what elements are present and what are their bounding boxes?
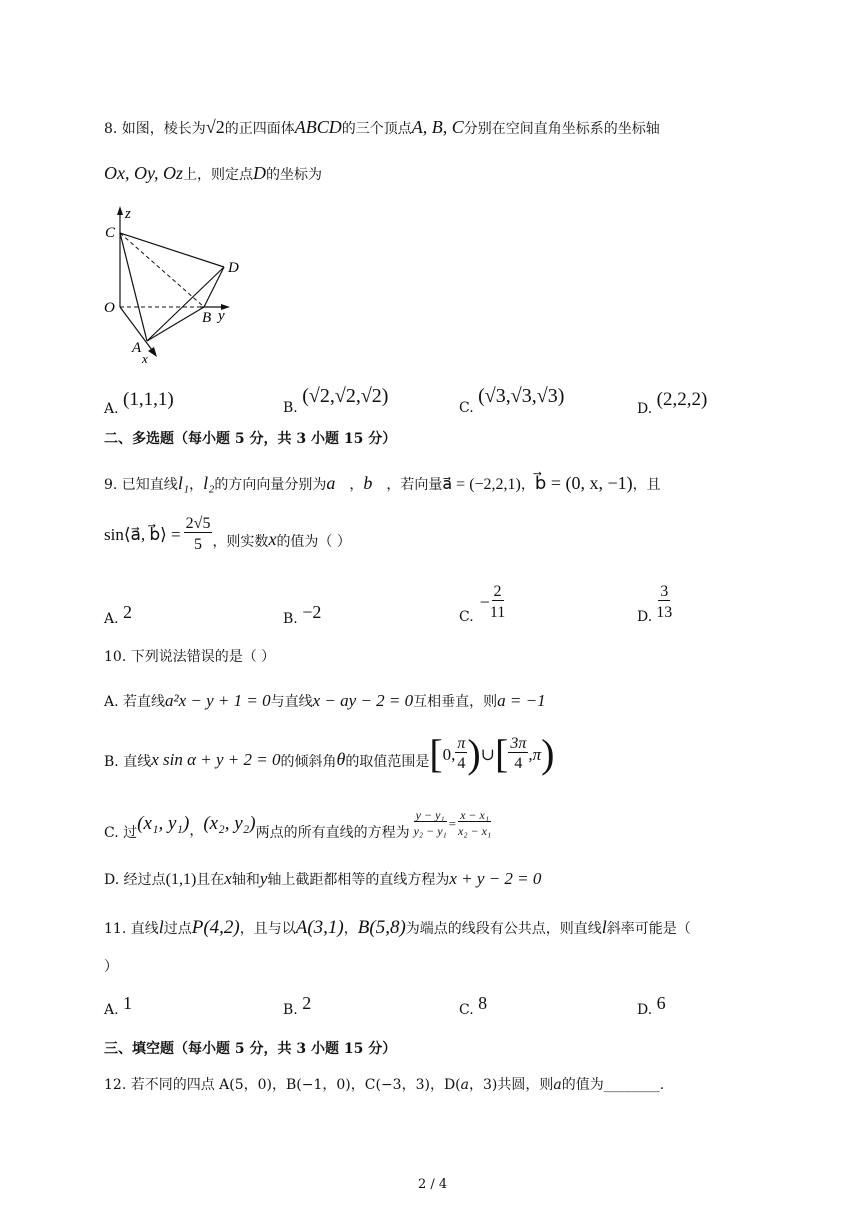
q10-c-comma: ， [189, 823, 204, 839]
q10-b-pi: ,π [528, 744, 542, 764]
label-b: B [202, 310, 212, 326]
section-2-heading: 二、多选题（每小题 5 分，共 3 小题 15 分） [104, 431, 397, 447]
q8-opt-a-label: A. [104, 401, 119, 417]
q10-d-label: D. 经过点 [104, 872, 166, 888]
q9-opt-d-den: 13 [656, 603, 673, 621]
q9-opt-d-frac [656, 584, 672, 621]
q11-opt-c-value: 8 [478, 993, 488, 1013]
q10-option-b [104, 731, 555, 776]
q8-option-b [283, 385, 389, 416]
q11-option-a [104, 993, 133, 1018]
q9-l1: l₁ [177, 473, 190, 493]
label-y: y [218, 308, 225, 324]
q9-sin-num: 2√5 [185, 515, 211, 532]
q11-line1 [104, 918, 691, 937]
q10-d-end: 轴上截距都相等的直线方程为 [267, 872, 450, 888]
q9-option-d [637, 580, 672, 624]
q11-option-c [459, 993, 488, 1018]
q10-option-d [104, 870, 541, 888]
q9-l2: l₂ [203, 473, 215, 493]
q9-opt-c-sign: − [479, 592, 490, 612]
q12-end: . [659, 1077, 665, 1093]
q9-a: 9. 已知直线 [104, 477, 178, 493]
q9-line2-suffix: ，则实数 [212, 533, 269, 550]
q8-suffix: 分别在空间直角坐标系的坐标轴 [463, 121, 660, 137]
q9-comma: ， [189, 477, 204, 493]
q11-opt-a-value: 1 [123, 993, 133, 1013]
q11-opt-a-label: A. [104, 1002, 119, 1018]
q10-a-label: A. 若直线 [104, 694, 166, 710]
q8-line1 [104, 118, 660, 136]
q10-b-label: B. 直线 [104, 754, 152, 770]
q11-l: l [158, 917, 164, 937]
q11-p: P(4,2) [191, 917, 240, 938]
q9-opt-d-label: D. [637, 609, 653, 625]
q10-b-end: 的取值范围是 [345, 754, 430, 770]
q10-b-3pi4-num: 3π [510, 735, 527, 752]
q8-abc: A, B, C [411, 117, 464, 137]
q10-a-end: 互相垂直，则 [413, 694, 498, 710]
q10-b-pi4-den: 4 [457, 755, 466, 772]
q11-opt-d-value: 6 [656, 993, 666, 1013]
q9-opt-c-frac [490, 584, 505, 621]
q11-c: ，且与以 [239, 921, 296, 937]
q10-d-eq: x + y − 2 = 0 [449, 869, 542, 888]
q10-c-p2: (x₂, y₂) [203, 812, 256, 834]
q9-opt-a-label: A. [104, 611, 119, 627]
q8-mid: 的正四面体 [224, 121, 295, 137]
q10-c-eq: = [448, 815, 457, 831]
q11-option-d [637, 993, 666, 1018]
q11-opt-b-value: 2 [302, 993, 312, 1013]
q10-c-p1: (x₁, y₁) [137, 812, 190, 834]
q9-line2 [104, 516, 351, 553]
q8-axes: Ox, Oy, Oz [104, 163, 183, 183]
q9-opt-b-value: −2 [302, 602, 322, 622]
q11-opt-b-label: B. [283, 1002, 298, 1018]
q9-opt-c-num: 2 [493, 582, 502, 600]
q12-var-a2: a [553, 1077, 562, 1093]
q10-c-lnum: y − y₁ [415, 808, 445, 822]
q9-opt-b-label: B. [283, 611, 298, 627]
q12-b: ，3)共圆，则 [469, 1077, 554, 1093]
q9-sin-frac [184, 516, 213, 553]
q11-b: 过点 [163, 921, 192, 937]
q9-b: 的方向向量分别为 [214, 477, 327, 493]
q10-b-3pi4 [508, 736, 528, 772]
q8-sqrt2: √2 [205, 117, 225, 137]
q8-line2-suffix: 的坐标为 [266, 167, 322, 183]
q11-option-b [283, 993, 312, 1018]
q9-option-c [459, 580, 505, 624]
q10-a-eq2: x − ay − 2 = 0 [312, 691, 414, 710]
q10-d-x: x [224, 869, 232, 888]
q11-line2: ） [104, 959, 118, 975]
q10-b-pi4-num: π [457, 735, 466, 752]
q10-d-mid: 且在 [196, 872, 225, 888]
q12-a: 12. 若不同的四点 A(5，0)，B(−1，0)，C(−3，3)，D( [104, 1077, 461, 1093]
q10-b-pi4 [455, 736, 467, 772]
q8-mid2: 的三个顶点 [341, 121, 412, 137]
q10-b-mid: 的倾斜角 [280, 754, 337, 770]
q12-var-a: a [460, 1077, 469, 1093]
q9-a-eq: a⃗ = (−2,2,1) [442, 476, 521, 493]
q10-option-a [104, 692, 546, 709]
q10-c-label: C. 过 [104, 825, 138, 841]
q9-opt-d-num: 3 [660, 582, 669, 600]
section-3-heading: 三、填空题（每小题 5 分，共 3 小题 15 分） [104, 1041, 397, 1057]
q10-b-range-a: 0, [442, 744, 456, 764]
q9-c: ，若向量 [386, 477, 443, 493]
label-a: A [132, 340, 142, 356]
page-number: 2 / 4 [418, 1177, 448, 1192]
q11-l2: l [601, 917, 607, 937]
q8-opt-b-value: (√2,√2,√2) [302, 385, 389, 407]
q9-line2-end: 的值为（ ） [276, 533, 351, 550]
q10-b-range: [ 0, $\frac{\pi}{4}$ ) ∪ [ $\frac{3\pi}{4}$ ,π ) [429, 731, 555, 776]
q10-a-eq1: a²x − y + 1 = 0 [165, 691, 271, 710]
q11-opt-d-label: D. [637, 1002, 653, 1018]
q9-sin-lhs: sin⟨a⃗, b⃗⟩ = [104, 525, 181, 544]
q9-opt-a-value: 2 [123, 602, 133, 622]
q8-opt-a-value: (1,1,1) [123, 389, 174, 410]
q8-option-d [637, 389, 708, 417]
q10-c-rden: x₂ − x₁ [458, 824, 492, 838]
q8-line2-mid: 上，则定点 [183, 167, 253, 183]
q10-b-theta: θ [336, 749, 346, 769]
tetrahedron-figure [100, 200, 260, 370]
q9-and: ，且 [632, 477, 661, 493]
q8-abcd: ABCD [294, 117, 342, 137]
q10-b-cup: ∪ [480, 744, 495, 764]
q10-stem: 10. 下列说法错误的是（ ） [104, 649, 276, 665]
q8-opt-c-label: C. [459, 400, 474, 416]
q8-opt-d-label: D. [637, 401, 653, 417]
q10-d-mid2: 轴和 [231, 872, 260, 888]
q8-option-a [104, 389, 174, 417]
q10-d-y: y [259, 869, 268, 888]
q10-c-rhs [458, 809, 491, 837]
q10-option-c [104, 806, 491, 840]
q11-a: 11. 直线 [104, 921, 159, 937]
q11-d: 为端点的线段有公共点，则直线 [405, 921, 602, 937]
q9-option-b [283, 602, 322, 627]
label-x: x [142, 351, 148, 366]
label-d: D [228, 260, 239, 276]
q9-sin-den: 5 [194, 536, 203, 553]
q8-opt-c-value: (√3,√3,√3) [478, 385, 565, 407]
q8-point-d: D [253, 163, 266, 183]
q8-line2 [104, 164, 322, 182]
q9-x: x [268, 528, 277, 549]
q8-opt-b-label: B. [283, 400, 298, 416]
q9-vb: b⃗ [363, 473, 387, 493]
q9-va: a⃗ [326, 473, 350, 493]
q9-opt-c-den: 11 [489, 603, 506, 621]
q8-opt-d-value: (2,2,2) [656, 389, 708, 410]
q9-b-eq: b⃗ = (0, x, −1) [534, 473, 633, 493]
q10-b-eq: x sin α + y + 2 = 0 [151, 749, 281, 769]
label-c: C [105, 225, 116, 241]
q11-opt-c-label: C. [459, 1002, 474, 1018]
q8-option-c [459, 385, 565, 416]
q10-c-lden: y₂ − y₁ [413, 824, 447, 838]
q10-b-3pi4-den: 4 [514, 755, 523, 772]
q10-c-mid: 两点的所有直线的方程为 [255, 825, 410, 841]
q12-c: 的值为 [561, 1077, 604, 1093]
q10-a-concl: a = −1 [497, 691, 546, 710]
q11-pt-b: B(5,8) [357, 917, 406, 938]
q12-line [104, 1078, 664, 1092]
q9-option-a [104, 602, 133, 627]
q10-c-rnum: x − x₁ [460, 808, 490, 822]
q12-blank: ________ [603, 1077, 660, 1093]
q11-e: 斜率可能是（ [606, 921, 691, 937]
label-z: z [125, 206, 131, 222]
q11-comma: ， [343, 921, 358, 937]
q10-a-mid: 与直线 [270, 694, 313, 710]
q11-pt-a: A(3,1) [295, 917, 344, 938]
q9-line1: 9. 已知直线l₁，l₂的方向向量分别为a⃗，b⃗，若向量a⃗ = (−2,2,1)，b⃗ = (0, x, −1)，且 [104, 473, 661, 493]
q9-opt-c-label: C. [459, 609, 474, 625]
label-o: O [104, 300, 115, 316]
q10-d-pt: (1,1) [165, 871, 197, 888]
q10-c-lhs [414, 809, 447, 837]
q8-prefix: 8. 如图，棱长为 [104, 121, 206, 137]
